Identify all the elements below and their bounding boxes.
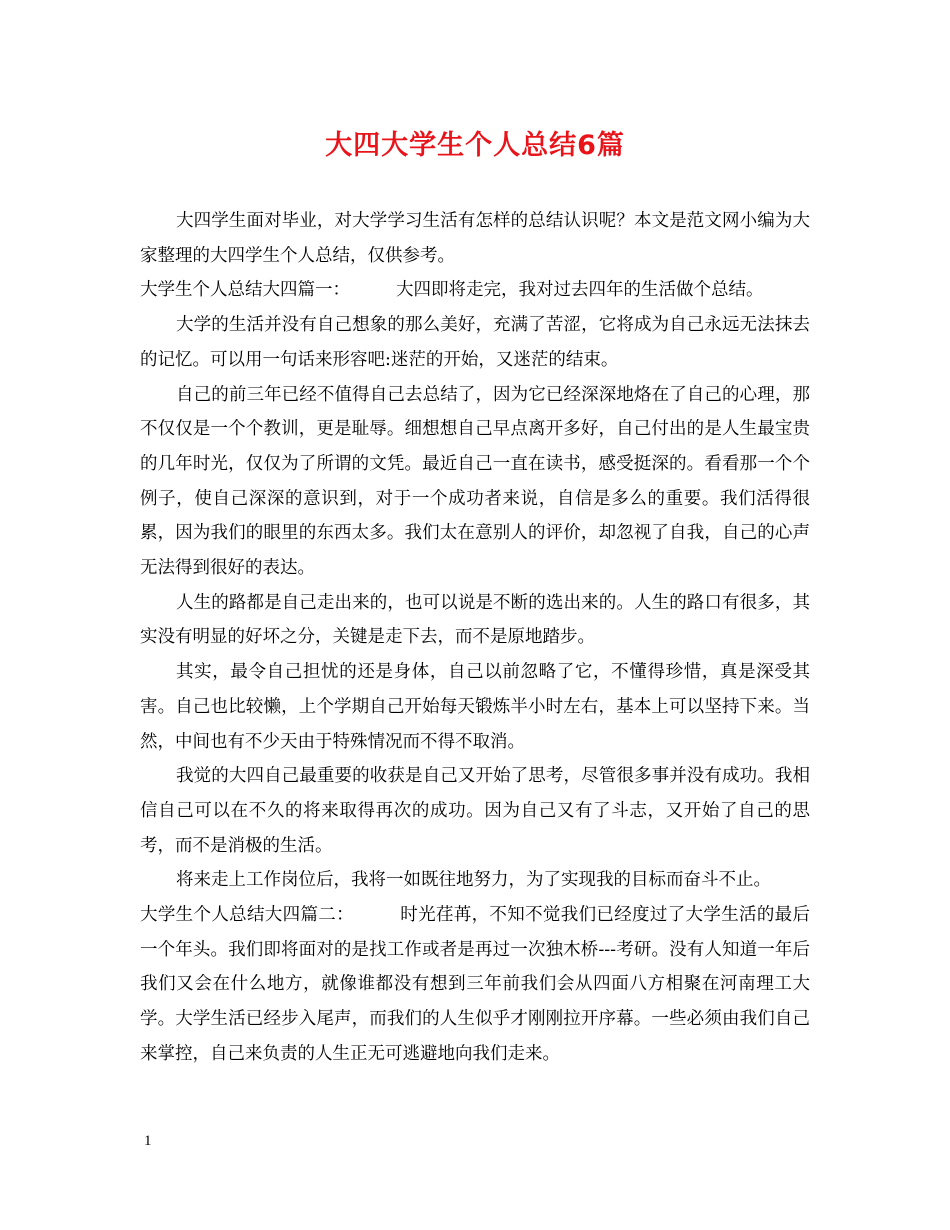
section-1-paragraph: 我觉的大四自己最重要的收获是自己又开始了思考，尽管很多事并没有成功。我相信自己可以在不久的将来取得再次的成功。因为自己又有了斗志，又开始了自己的思考，而不是消极的生活。 (140, 766, 810, 856)
section-1-paragraph: 人生的路都是自己走出来的，也可以说是不断的选出来的。人生的路口有很多，其实没有明显的好坏之分，关键是走下去，而不是原地踏步。 (140, 592, 810, 648)
section-1-paragraph: 其实，最令自己担忧的还是身体，自己以前忽略了它，不懂得珍惜，真是深受其害。自己也比较懒，上个学期自己开始每天锻炼半小时左右，基本上可以坚持下来。当然，中间也有不少天由于特殊情况而不得不取消。 (140, 662, 810, 752)
section-2-heading: 大学生个人总结大四篇二： (140, 905, 354, 926)
section-1-paragraph: 自己的前三年已经不值得自己去总结了，因为它已经深深地烙在了自己的心理，那不仅仅是一个个教训，更是耻辱。细想想自己早点离开多好，自己付出的是人生最宝贵的几年时光，仅仅为了所谓的文凭。最近自己一直在读书，感受挺深的。看看那一个个例子，使自己深深的意识到，对于一个成功者来说，自信是多么的重要。我们活得很累，因为我们的眼里的东西太多。我们太在意别人的评价，却忽视了自我，自己的心声无法得到很好的表达。 (140, 384, 810, 579)
section-1-heading: 大学生个人总结大四篇一： (140, 280, 350, 301)
page-number: 1 (144, 1133, 152, 1149)
section-1-paragraph: 大学的生活并没有自己想象的那么美好，充满了苦涩，它将成为自己永远无法抹去的记忆。可以用一句话来形容吧:迷茫的开始，又迷茫的结束。 (140, 315, 810, 370)
section-2-opening (140, 898, 810, 1072)
section-2-text: 时光荏苒，不知不觉我们已经度过了大学生活的最后一个年头。我们即将面对的是找工作或者是再过一次独木桥---考研。没有人知道一年后我们又会在什么地方，就像谁都没有想到三年前我们会从四面八方相聚在河南理工大学。大学生活已经步入尾声，而我们的人生似乎才刚刚拉开序幕。一些必须由我们自己来掌控，自己来负责的人生正无可逃避地向我们走来。 (140, 905, 811, 1064)
section-1-paragraph: 将来走上工作岗位后，我将一如既往地努力，为了实现我的目标而奋斗不止。 (176, 870, 771, 891)
section-1-opening (140, 273, 810, 308)
document-body (140, 204, 810, 1072)
page-title: 大四大学生个人总结6篇 (325, 130, 625, 161)
section-1-first-line: 大四即将走完，我对过去四年的生活做个总结。 (396, 280, 764, 301)
intro-paragraph: 大四学生面对毕业，对大学学习生活有怎样的总结认识呢？本文是范文网小编为大家整理的大四学生个人总结，仅供参考。 (140, 211, 810, 266)
